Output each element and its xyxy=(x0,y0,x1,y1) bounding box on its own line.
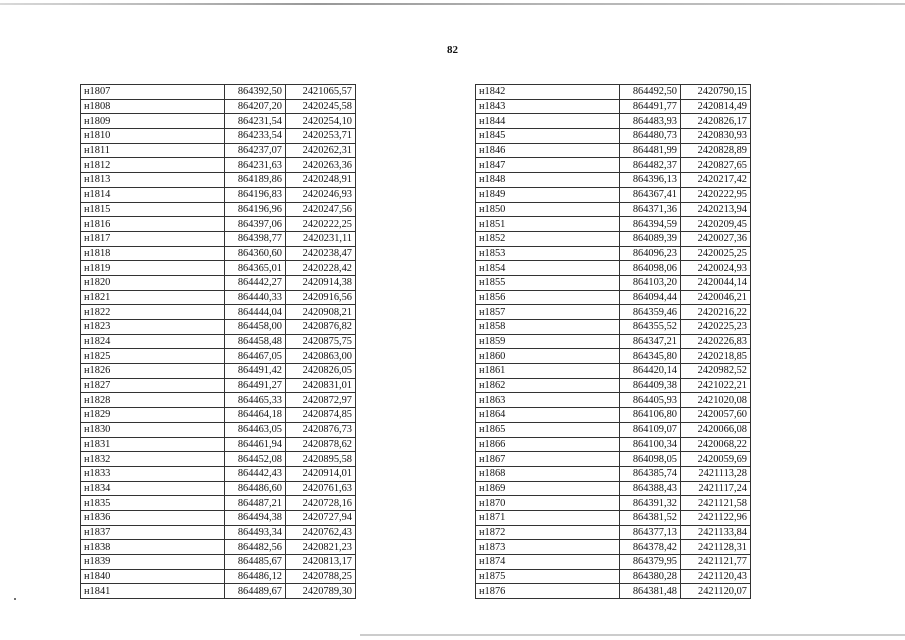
table-row xyxy=(476,510,751,525)
x-coordinate-cell: 864491,27 xyxy=(225,378,286,393)
table-row xyxy=(81,408,356,423)
point-id-cell: н1825 xyxy=(81,349,225,364)
x-coordinate-cell: 864098,06 xyxy=(620,261,681,276)
table-row xyxy=(476,290,751,305)
y-coordinate-cell: 2421128,31 xyxy=(681,540,751,555)
x-coordinate-cell: 864486,12 xyxy=(225,569,286,584)
table-row xyxy=(81,275,356,290)
table-row xyxy=(81,231,356,246)
point-id-cell: н1831 xyxy=(81,437,225,452)
y-coordinate-cell: 2420248,91 xyxy=(286,173,356,188)
x-coordinate-cell: 864493,34 xyxy=(225,525,286,540)
table-row xyxy=(81,305,356,320)
table-row xyxy=(81,452,356,467)
x-coordinate-cell: 864482,56 xyxy=(225,540,286,555)
page-number: 82 xyxy=(447,44,458,56)
y-coordinate-cell: 2421022,21 xyxy=(681,378,751,393)
table-row xyxy=(476,320,751,335)
x-coordinate-cell: 864442,43 xyxy=(225,466,286,481)
table-row xyxy=(476,349,751,364)
y-coordinate-cell: 2420914,01 xyxy=(286,466,356,481)
point-id-cell: н1809 xyxy=(81,114,225,129)
point-id-cell: н1808 xyxy=(81,99,225,114)
table-row xyxy=(476,334,751,349)
table-row xyxy=(476,305,751,320)
table-row xyxy=(476,129,751,144)
y-coordinate-cell: 2420727,94 xyxy=(286,510,356,525)
x-coordinate-cell: 864381,48 xyxy=(620,584,681,599)
x-coordinate-cell: 864463,05 xyxy=(225,422,286,437)
x-coordinate-cell: 864385,74 xyxy=(620,466,681,481)
y-coordinate-cell: 2420875,75 xyxy=(286,334,356,349)
x-coordinate-cell: 864377,13 xyxy=(620,525,681,540)
y-coordinate-cell: 2421120,07 xyxy=(681,584,751,599)
scan-edge-bottom xyxy=(360,634,905,636)
y-coordinate-cell: 2421120,43 xyxy=(681,569,751,584)
y-coordinate-cell: 2420226,83 xyxy=(681,334,751,349)
y-coordinate-cell: 2420828,89 xyxy=(681,143,751,158)
point-id-cell: н1813 xyxy=(81,173,225,188)
y-coordinate-cell: 2421122,96 xyxy=(681,510,751,525)
point-id-cell: н1867 xyxy=(476,452,620,467)
point-id-cell: н1873 xyxy=(476,540,620,555)
table-row xyxy=(81,158,356,173)
point-id-cell: н1863 xyxy=(476,393,620,408)
point-id-cell: н1810 xyxy=(81,129,225,144)
x-coordinate-cell: 864486,60 xyxy=(225,481,286,496)
point-id-cell: н1850 xyxy=(476,202,620,217)
point-id-cell: н1828 xyxy=(81,393,225,408)
table-row xyxy=(81,85,356,100)
x-coordinate-cell: 864485,67 xyxy=(225,555,286,570)
point-id-cell: н1838 xyxy=(81,540,225,555)
y-coordinate-cell: 2420263,36 xyxy=(286,158,356,173)
point-id-cell: н1822 xyxy=(81,305,225,320)
table-row xyxy=(81,555,356,570)
x-coordinate-cell: 864452,08 xyxy=(225,452,286,467)
point-id-cell: н1870 xyxy=(476,496,620,511)
y-coordinate-cell: 2420789,30 xyxy=(286,584,356,599)
table-row xyxy=(476,364,751,379)
point-id-cell: н1860 xyxy=(476,349,620,364)
point-id-cell: н1869 xyxy=(476,481,620,496)
point-id-cell: н1864 xyxy=(476,408,620,423)
point-id-cell: н1818 xyxy=(81,246,225,261)
y-coordinate-cell: 2420254,10 xyxy=(286,114,356,129)
x-coordinate-cell: 864237,07 xyxy=(225,143,286,158)
x-coordinate-cell: 864420,14 xyxy=(620,364,681,379)
x-coordinate-cell: 864196,96 xyxy=(225,202,286,217)
point-id-cell: н1841 xyxy=(81,584,225,599)
table-row xyxy=(81,217,356,232)
y-coordinate-cell: 2420218,85 xyxy=(681,349,751,364)
table-row xyxy=(81,334,356,349)
x-coordinate-cell: 864089,39 xyxy=(620,231,681,246)
table-row xyxy=(81,364,356,379)
point-id-cell: н1812 xyxy=(81,158,225,173)
x-coordinate-cell: 864380,28 xyxy=(620,569,681,584)
x-coordinate-cell: 864392,50 xyxy=(225,85,286,100)
x-coordinate-cell: 864487,21 xyxy=(225,496,286,511)
y-coordinate-cell: 2420217,42 xyxy=(681,173,751,188)
point-id-cell: н1816 xyxy=(81,217,225,232)
x-coordinate-cell: 864464,18 xyxy=(225,408,286,423)
y-coordinate-cell: 2420222,25 xyxy=(286,217,356,232)
table-row xyxy=(81,173,356,188)
y-coordinate-cell: 2420790,15 xyxy=(681,85,751,100)
x-coordinate-cell: 864367,41 xyxy=(620,187,681,202)
point-id-cell: н1861 xyxy=(476,364,620,379)
y-coordinate-cell: 2420027,36 xyxy=(681,231,751,246)
x-coordinate-cell: 864100,34 xyxy=(620,437,681,452)
table-row xyxy=(476,173,751,188)
point-id-cell: н1815 xyxy=(81,202,225,217)
x-coordinate-cell: 864481,99 xyxy=(620,143,681,158)
table-row xyxy=(476,378,751,393)
point-id-cell: н1859 xyxy=(476,334,620,349)
table-row xyxy=(476,85,751,100)
point-id-cell: н1851 xyxy=(476,217,620,232)
x-coordinate-cell: 864381,52 xyxy=(620,510,681,525)
y-coordinate-cell: 2420788,25 xyxy=(286,569,356,584)
point-id-cell: н1836 xyxy=(81,510,225,525)
point-id-cell: н1844 xyxy=(476,114,620,129)
point-id-cell: н1848 xyxy=(476,173,620,188)
y-coordinate-cell: 2420895,58 xyxy=(286,452,356,467)
point-id-cell: н1847 xyxy=(476,158,620,173)
point-id-cell: н1857 xyxy=(476,305,620,320)
x-coordinate-cell: 864442,27 xyxy=(225,275,286,290)
x-coordinate-cell: 864096,23 xyxy=(620,246,681,261)
x-coordinate-cell: 864103,20 xyxy=(620,275,681,290)
table-row xyxy=(81,246,356,261)
x-coordinate-cell: 864109,07 xyxy=(620,422,681,437)
table-row xyxy=(476,393,751,408)
point-id-cell: н1834 xyxy=(81,481,225,496)
point-id-cell: н1846 xyxy=(476,143,620,158)
table-row xyxy=(81,437,356,452)
table-row xyxy=(476,408,751,423)
y-coordinate-cell: 2420216,22 xyxy=(681,305,751,320)
point-id-cell: н1858 xyxy=(476,320,620,335)
table-row xyxy=(81,393,356,408)
y-coordinate-cell: 2420247,56 xyxy=(286,202,356,217)
y-coordinate-cell: 2420827,65 xyxy=(681,158,751,173)
x-coordinate-cell: 864231,63 xyxy=(225,158,286,173)
point-id-cell: н1855 xyxy=(476,275,620,290)
table-row xyxy=(81,496,356,511)
table-row xyxy=(81,290,356,305)
x-coordinate-cell: 864440,33 xyxy=(225,290,286,305)
x-coordinate-cell: 864378,42 xyxy=(620,540,681,555)
x-coordinate-cell: 864405,93 xyxy=(620,393,681,408)
x-coordinate-cell: 864233,54 xyxy=(225,129,286,144)
table-row xyxy=(81,466,356,481)
y-coordinate-cell: 2420238,47 xyxy=(286,246,356,261)
table-row xyxy=(476,231,751,246)
point-id-cell: н1829 xyxy=(81,408,225,423)
x-coordinate-cell: 864391,32 xyxy=(620,496,681,511)
table-row xyxy=(81,525,356,540)
x-coordinate-cell: 864409,38 xyxy=(620,378,681,393)
y-coordinate-cell: 2421121,77 xyxy=(681,555,751,570)
x-coordinate-cell: 864444,04 xyxy=(225,305,286,320)
table-row xyxy=(81,349,356,364)
point-id-cell: н1876 xyxy=(476,584,620,599)
table-row xyxy=(476,275,751,290)
table-row xyxy=(81,584,356,599)
x-coordinate-cell: 864396,13 xyxy=(620,173,681,188)
y-coordinate-cell: 2420826,05 xyxy=(286,364,356,379)
point-id-cell: н1839 xyxy=(81,555,225,570)
point-id-cell: н1872 xyxy=(476,525,620,540)
table-row xyxy=(81,320,356,335)
table-row xyxy=(81,129,356,144)
y-coordinate-cell: 2420044,14 xyxy=(681,275,751,290)
x-coordinate-cell: 864345,80 xyxy=(620,349,681,364)
table-row xyxy=(476,246,751,261)
y-coordinate-cell: 2420914,38 xyxy=(286,275,356,290)
point-id-cell: н1821 xyxy=(81,290,225,305)
point-id-cell: н1865 xyxy=(476,422,620,437)
x-coordinate-cell: 864397,06 xyxy=(225,217,286,232)
point-id-cell: н1843 xyxy=(476,99,620,114)
table-row xyxy=(476,540,751,555)
x-coordinate-cell: 864106,80 xyxy=(620,408,681,423)
y-coordinate-cell: 2420262,31 xyxy=(286,143,356,158)
point-id-cell: н1874 xyxy=(476,555,620,570)
y-coordinate-cell: 2421133,84 xyxy=(681,525,751,540)
y-coordinate-cell: 2421020,08 xyxy=(681,393,751,408)
table-row xyxy=(476,555,751,570)
table-row xyxy=(476,261,751,276)
table-row xyxy=(476,584,751,599)
table-row xyxy=(476,114,751,129)
x-coordinate-cell: 864398,77 xyxy=(225,231,286,246)
table-row xyxy=(81,261,356,276)
point-id-cell: н1862 xyxy=(476,378,620,393)
point-id-cell: н1853 xyxy=(476,246,620,261)
y-coordinate-cell: 2420245,58 xyxy=(286,99,356,114)
point-id-cell: н1819 xyxy=(81,261,225,276)
x-coordinate-cell: 864483,93 xyxy=(620,114,681,129)
y-coordinate-cell: 2420066,08 xyxy=(681,422,751,437)
table-row xyxy=(476,525,751,540)
y-coordinate-cell: 2420876,82 xyxy=(286,320,356,335)
table-row xyxy=(476,158,751,173)
point-id-cell: н1824 xyxy=(81,334,225,349)
x-coordinate-cell: 864231,54 xyxy=(225,114,286,129)
table-row xyxy=(81,202,356,217)
x-coordinate-cell: 864365,01 xyxy=(225,261,286,276)
y-coordinate-cell: 2420057,60 xyxy=(681,408,751,423)
table-row xyxy=(476,437,751,452)
point-id-cell: н1854 xyxy=(476,261,620,276)
y-coordinate-cell: 2420024,93 xyxy=(681,261,751,276)
x-coordinate-cell: 864482,37 xyxy=(620,158,681,173)
x-coordinate-cell: 864371,36 xyxy=(620,202,681,217)
x-coordinate-cell: 864480,73 xyxy=(620,129,681,144)
y-coordinate-cell: 2420762,43 xyxy=(286,525,356,540)
point-id-cell: н1814 xyxy=(81,187,225,202)
y-coordinate-cell: 2420863,00 xyxy=(286,349,356,364)
point-id-cell: н1852 xyxy=(476,231,620,246)
table-row xyxy=(476,217,751,232)
x-coordinate-cell: 864189,86 xyxy=(225,173,286,188)
scan-edge-top xyxy=(0,3,905,5)
y-coordinate-cell: 2420831,01 xyxy=(286,378,356,393)
y-coordinate-cell: 2420728,16 xyxy=(286,496,356,511)
point-id-cell: н1875 xyxy=(476,569,620,584)
table-row xyxy=(476,422,751,437)
y-coordinate-cell: 2421121,58 xyxy=(681,496,751,511)
x-coordinate-cell: 864098,05 xyxy=(620,452,681,467)
table-row xyxy=(81,99,356,114)
point-id-cell: н1811 xyxy=(81,143,225,158)
x-coordinate-cell: 864494,38 xyxy=(225,510,286,525)
table-row xyxy=(81,187,356,202)
table-row xyxy=(476,452,751,467)
y-coordinate-cell: 2420213,94 xyxy=(681,202,751,217)
point-id-cell: н1856 xyxy=(476,290,620,305)
table-row xyxy=(476,202,751,217)
table-row xyxy=(476,187,751,202)
point-id-cell: н1866 xyxy=(476,437,620,452)
y-coordinate-cell: 2420813,17 xyxy=(286,555,356,570)
y-coordinate-cell: 2420059,69 xyxy=(681,452,751,467)
table-row xyxy=(476,496,751,511)
x-coordinate-cell: 864491,77 xyxy=(620,99,681,114)
x-coordinate-cell: 864458,48 xyxy=(225,334,286,349)
y-coordinate-cell: 2420231,11 xyxy=(286,231,356,246)
point-id-cell: н1837 xyxy=(81,525,225,540)
table-row xyxy=(81,143,356,158)
x-coordinate-cell: 864379,95 xyxy=(620,555,681,570)
point-id-cell: н1833 xyxy=(81,466,225,481)
y-coordinate-cell: 2420916,56 xyxy=(286,290,356,305)
x-coordinate-cell: 864458,00 xyxy=(225,320,286,335)
y-coordinate-cell: 2420225,23 xyxy=(681,320,751,335)
y-coordinate-cell: 2421065,57 xyxy=(286,85,356,100)
x-coordinate-cell: 864094,44 xyxy=(620,290,681,305)
y-coordinate-cell: 2420068,22 xyxy=(681,437,751,452)
table-row xyxy=(81,378,356,393)
x-coordinate-cell: 864492,50 xyxy=(620,85,681,100)
y-coordinate-cell: 2420228,42 xyxy=(286,261,356,276)
y-coordinate-cell: 2421117,24 xyxy=(681,481,751,496)
y-coordinate-cell: 2420982,52 xyxy=(681,364,751,379)
table-row xyxy=(81,114,356,129)
table-row xyxy=(81,481,356,496)
x-coordinate-cell: 864196,83 xyxy=(225,187,286,202)
y-coordinate-cell: 2420046,21 xyxy=(681,290,751,305)
y-coordinate-cell: 2420876,73 xyxy=(286,422,356,437)
point-id-cell: н1823 xyxy=(81,320,225,335)
point-id-cell: н1871 xyxy=(476,510,620,525)
y-coordinate-cell: 2420878,62 xyxy=(286,437,356,452)
coordinates-table-left xyxy=(80,84,356,599)
table-row xyxy=(81,422,356,437)
x-coordinate-cell: 864467,05 xyxy=(225,349,286,364)
table-row xyxy=(476,481,751,496)
scan-speck xyxy=(14,598,16,600)
x-coordinate-cell: 864489,67 xyxy=(225,584,286,599)
point-id-cell: н1807 xyxy=(81,85,225,100)
point-id-cell: н1840 xyxy=(81,569,225,584)
y-coordinate-cell: 2420814,49 xyxy=(681,99,751,114)
x-coordinate-cell: 864359,46 xyxy=(620,305,681,320)
y-coordinate-cell: 2420872,97 xyxy=(286,393,356,408)
table-row xyxy=(81,540,356,555)
x-coordinate-cell: 864355,52 xyxy=(620,320,681,335)
x-coordinate-cell: 864465,33 xyxy=(225,393,286,408)
table-row xyxy=(81,569,356,584)
x-coordinate-cell: 864461,94 xyxy=(225,437,286,452)
table-row xyxy=(476,466,751,481)
point-id-cell: н1827 xyxy=(81,378,225,393)
point-id-cell: н1868 xyxy=(476,466,620,481)
y-coordinate-cell: 2420908,21 xyxy=(286,305,356,320)
point-id-cell: н1832 xyxy=(81,452,225,467)
point-id-cell: н1842 xyxy=(476,85,620,100)
y-coordinate-cell: 2420826,17 xyxy=(681,114,751,129)
point-id-cell: н1830 xyxy=(81,422,225,437)
x-coordinate-cell: 864207,20 xyxy=(225,99,286,114)
y-coordinate-cell: 2420209,45 xyxy=(681,217,751,232)
x-coordinate-cell: 864394,59 xyxy=(620,217,681,232)
y-coordinate-cell: 2420222,95 xyxy=(681,187,751,202)
y-coordinate-cell: 2420761,63 xyxy=(286,481,356,496)
y-coordinate-cell: 2420025,25 xyxy=(681,246,751,261)
x-coordinate-cell: 864388,43 xyxy=(620,481,681,496)
coordinates-table-right xyxy=(475,84,751,599)
table-row xyxy=(476,143,751,158)
table-row xyxy=(81,510,356,525)
x-coordinate-cell: 864347,21 xyxy=(620,334,681,349)
table-row xyxy=(476,99,751,114)
point-id-cell: н1845 xyxy=(476,129,620,144)
table-row xyxy=(476,569,751,584)
point-id-cell: н1835 xyxy=(81,496,225,511)
point-id-cell: н1820 xyxy=(81,275,225,290)
y-coordinate-cell: 2420253,71 xyxy=(286,129,356,144)
y-coordinate-cell: 2420830,93 xyxy=(681,129,751,144)
point-id-cell: н1826 xyxy=(81,364,225,379)
x-coordinate-cell: 864491,42 xyxy=(225,364,286,379)
x-coordinate-cell: 864360,60 xyxy=(225,246,286,261)
point-id-cell: н1817 xyxy=(81,231,225,246)
y-coordinate-cell: 2421113,28 xyxy=(681,466,751,481)
y-coordinate-cell: 2420246,93 xyxy=(286,187,356,202)
y-coordinate-cell: 2420821,23 xyxy=(286,540,356,555)
point-id-cell: н1849 xyxy=(476,187,620,202)
y-coordinate-cell: 2420874,85 xyxy=(286,408,356,423)
